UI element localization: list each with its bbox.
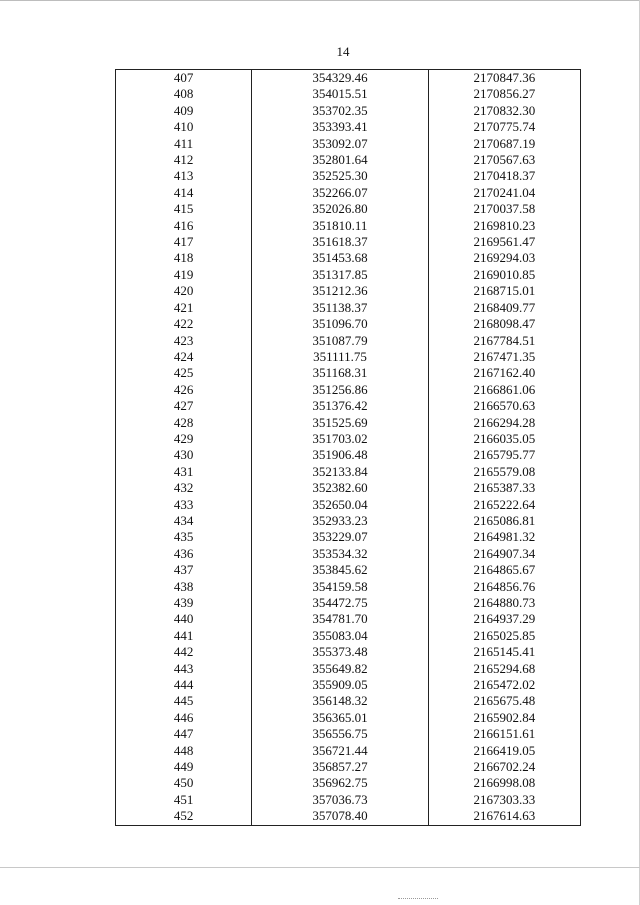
point-number-cell: 432 — [116, 480, 252, 496]
point-number-cell: 440 — [116, 611, 252, 627]
point-number-cell: 408 — [116, 86, 252, 102]
point-number-cell: 409 — [116, 103, 252, 119]
table-row — [116, 267, 581, 283]
x-coordinate-cell: 352026.80 — [252, 201, 428, 217]
y-coordinate-cell: 2167471.35 — [428, 349, 580, 365]
table-row — [116, 628, 581, 644]
x-coordinate-cell: 351096.70 — [252, 316, 428, 332]
table-row — [116, 398, 581, 414]
x-coordinate-cell: 351256.86 — [252, 382, 428, 398]
y-coordinate-cell: 2165795.77 — [428, 447, 580, 463]
coordinates-table — [115, 69, 581, 826]
table-row — [116, 759, 581, 775]
table-row — [116, 497, 581, 513]
table-row — [116, 595, 581, 611]
x-coordinate-cell: 351810.11 — [252, 218, 428, 234]
x-coordinate-cell: 351376.42 — [252, 398, 428, 414]
x-coordinate-cell: 357036.73 — [252, 792, 428, 808]
table-row — [116, 579, 581, 595]
point-number-cell: 413 — [116, 168, 252, 184]
table-row — [116, 218, 581, 234]
point-number-cell: 438 — [116, 579, 252, 595]
bottom-rule — [0, 867, 640, 868]
table-row — [116, 201, 581, 217]
x-coordinate-cell: 354329.46 — [252, 70, 428, 87]
scan-artifact — [398, 898, 438, 900]
x-coordinate-cell: 356365.01 — [252, 710, 428, 726]
table-row — [116, 792, 581, 808]
point-number-cell: 412 — [116, 152, 252, 168]
point-number-cell: 423 — [116, 333, 252, 349]
x-coordinate-cell: 351111.75 — [252, 349, 428, 365]
point-number-cell: 441 — [116, 628, 252, 644]
x-coordinate-cell: 355373.48 — [252, 644, 428, 660]
y-coordinate-cell: 2167162.40 — [428, 365, 580, 381]
point-number-cell: 410 — [116, 119, 252, 135]
table-row — [116, 415, 581, 431]
x-coordinate-cell: 355083.04 — [252, 628, 428, 644]
point-number-cell: 442 — [116, 644, 252, 660]
x-coordinate-cell: 351525.69 — [252, 415, 428, 431]
y-coordinate-cell: 2166861.06 — [428, 382, 580, 398]
y-coordinate-cell: 2170847.36 — [428, 70, 580, 87]
y-coordinate-cell: 2170241.04 — [428, 185, 580, 201]
y-coordinate-cell: 2168715.01 — [428, 283, 580, 299]
point-number-cell: 443 — [116, 661, 252, 677]
y-coordinate-cell: 2168409.77 — [428, 300, 580, 316]
table-row — [116, 644, 581, 660]
x-coordinate-cell: 356962.75 — [252, 775, 428, 791]
y-coordinate-cell: 2170856.27 — [428, 86, 580, 102]
y-coordinate-cell: 2165387.33 — [428, 480, 580, 496]
point-number-cell: 431 — [116, 464, 252, 480]
y-coordinate-cell: 2167614.63 — [428, 808, 580, 825]
point-number-cell: 426 — [116, 382, 252, 398]
table-row — [116, 447, 581, 463]
point-number-cell: 439 — [116, 595, 252, 611]
point-number-cell: 419 — [116, 267, 252, 283]
y-coordinate-cell: 2169810.23 — [428, 218, 580, 234]
table-row — [116, 480, 581, 496]
table-row — [116, 185, 581, 201]
y-coordinate-cell: 2167303.33 — [428, 792, 580, 808]
point-number-cell: 424 — [116, 349, 252, 365]
point-number-cell: 450 — [116, 775, 252, 791]
x-coordinate-cell: 352525.30 — [252, 168, 428, 184]
y-coordinate-cell: 2169294.03 — [428, 250, 580, 266]
point-number-cell: 427 — [116, 398, 252, 414]
table-row — [116, 693, 581, 709]
y-coordinate-cell: 2165086.81 — [428, 513, 580, 529]
y-coordinate-cell: 2165472.02 — [428, 677, 580, 693]
y-coordinate-cell: 2170687.19 — [428, 136, 580, 152]
point-number-cell: 428 — [116, 415, 252, 431]
point-number-cell: 414 — [116, 185, 252, 201]
page-edge-top — [0, 0, 640, 1]
table-row — [116, 710, 581, 726]
table-row — [116, 677, 581, 693]
table-row — [116, 808, 581, 825]
x-coordinate-cell: 354781.70 — [252, 611, 428, 627]
table-row — [116, 546, 581, 562]
table-row — [116, 611, 581, 627]
point-number-cell: 418 — [116, 250, 252, 266]
y-coordinate-cell: 2170418.37 — [428, 168, 580, 184]
y-coordinate-cell: 2164880.73 — [428, 595, 580, 611]
point-number-cell: 430 — [116, 447, 252, 463]
point-number-cell: 425 — [116, 365, 252, 381]
y-coordinate-cell: 2165294.68 — [428, 661, 580, 677]
y-coordinate-cell: 2164907.34 — [428, 546, 580, 562]
table-row — [116, 70, 581, 87]
y-coordinate-cell: 2167784.51 — [428, 333, 580, 349]
x-coordinate-cell: 356556.75 — [252, 726, 428, 742]
y-coordinate-cell: 2165902.84 — [428, 710, 580, 726]
table-row — [116, 234, 581, 250]
y-coordinate-cell: 2166294.28 — [428, 415, 580, 431]
x-coordinate-cell: 356721.44 — [252, 743, 428, 759]
y-coordinate-cell: 2166419.05 — [428, 743, 580, 759]
y-coordinate-cell: 2170567.63 — [428, 152, 580, 168]
point-number-cell: 411 — [116, 136, 252, 152]
point-number-cell: 436 — [116, 546, 252, 562]
x-coordinate-cell: 351618.37 — [252, 234, 428, 250]
table-row — [116, 119, 581, 135]
y-coordinate-cell: 2166702.24 — [428, 759, 580, 775]
table-row — [116, 300, 581, 316]
point-number-cell: 448 — [116, 743, 252, 759]
table-row — [116, 136, 581, 152]
point-number-cell: 422 — [116, 316, 252, 332]
x-coordinate-cell: 356857.27 — [252, 759, 428, 775]
point-number-cell: 447 — [116, 726, 252, 742]
page-number: 14 — [336, 44, 350, 59]
point-number-cell: 451 — [116, 792, 252, 808]
table-row — [116, 661, 581, 677]
x-coordinate-cell: 352650.04 — [252, 497, 428, 513]
point-number-cell: 435 — [116, 529, 252, 545]
y-coordinate-cell: 2164981.32 — [428, 529, 580, 545]
y-coordinate-cell: 2169561.47 — [428, 234, 580, 250]
y-coordinate-cell: 2165222.64 — [428, 497, 580, 513]
table-row — [116, 103, 581, 119]
x-coordinate-cell: 351453.68 — [252, 250, 428, 266]
x-coordinate-cell: 352133.84 — [252, 464, 428, 480]
table-row — [116, 464, 581, 480]
point-number-cell: 407 — [116, 70, 252, 87]
table-row — [116, 86, 581, 102]
x-coordinate-cell: 351703.02 — [252, 431, 428, 447]
table-row — [116, 250, 581, 266]
table-row — [116, 562, 581, 578]
x-coordinate-cell: 355909.05 — [252, 677, 428, 693]
x-coordinate-cell: 353229.07 — [252, 529, 428, 545]
y-coordinate-cell: 2164856.76 — [428, 579, 580, 595]
y-coordinate-cell: 2165579.08 — [428, 464, 580, 480]
x-coordinate-cell: 351906.48 — [252, 447, 428, 463]
table-row — [116, 283, 581, 299]
point-number-cell: 429 — [116, 431, 252, 447]
y-coordinate-cell: 2166151.61 — [428, 726, 580, 742]
point-number-cell: 415 — [116, 201, 252, 217]
x-coordinate-cell: 353845.62 — [252, 562, 428, 578]
table-row — [116, 382, 581, 398]
point-number-cell: 446 — [116, 710, 252, 726]
x-coordinate-cell: 352801.64 — [252, 152, 428, 168]
point-number-cell: 421 — [116, 300, 252, 316]
x-coordinate-cell: 353092.07 — [252, 136, 428, 152]
y-coordinate-cell: 2166570.63 — [428, 398, 580, 414]
y-coordinate-cell: 2165025.85 — [428, 628, 580, 644]
table-row — [116, 152, 581, 168]
x-coordinate-cell: 351087.79 — [252, 333, 428, 349]
point-number-cell: 449 — [116, 759, 252, 775]
point-number-cell: 444 — [116, 677, 252, 693]
table-row — [116, 365, 581, 381]
x-coordinate-cell: 351317.85 — [252, 267, 428, 283]
y-coordinate-cell: 2165145.41 — [428, 644, 580, 660]
table-row — [116, 513, 581, 529]
table-row — [116, 775, 581, 791]
table-row — [116, 743, 581, 759]
table-row — [116, 316, 581, 332]
x-coordinate-cell: 353702.35 — [252, 103, 428, 119]
x-coordinate-cell: 355649.82 — [252, 661, 428, 677]
x-coordinate-cell: 354159.58 — [252, 579, 428, 595]
y-coordinate-cell: 2164937.29 — [428, 611, 580, 627]
x-coordinate-cell: 352266.07 — [252, 185, 428, 201]
x-coordinate-cell: 353393.41 — [252, 119, 428, 135]
x-coordinate-cell: 354472.75 — [252, 595, 428, 611]
table-row — [116, 333, 581, 349]
x-coordinate-cell: 351168.31 — [252, 365, 428, 381]
point-number-cell: 434 — [116, 513, 252, 529]
y-coordinate-cell: 2166998.08 — [428, 775, 580, 791]
point-number-cell: 452 — [116, 808, 252, 825]
y-coordinate-cell: 2169010.85 — [428, 267, 580, 283]
x-coordinate-cell: 353534.32 — [252, 546, 428, 562]
y-coordinate-cell: 2168098.47 — [428, 316, 580, 332]
y-coordinate-cell: 2165675.48 — [428, 693, 580, 709]
table-row — [116, 431, 581, 447]
coordinates-table-body — [116, 70, 581, 826]
point-number-cell: 437 — [116, 562, 252, 578]
x-coordinate-cell: 351212.36 — [252, 283, 428, 299]
point-number-cell: 445 — [116, 693, 252, 709]
x-coordinate-cell: 352933.23 — [252, 513, 428, 529]
table-row — [116, 168, 581, 184]
y-coordinate-cell: 2166035.05 — [428, 431, 580, 447]
point-number-cell: 420 — [116, 283, 252, 299]
point-number-cell: 433 — [116, 497, 252, 513]
x-coordinate-cell: 351138.37 — [252, 300, 428, 316]
x-coordinate-cell: 354015.51 — [252, 86, 428, 102]
table-row — [116, 349, 581, 365]
table-row — [116, 726, 581, 742]
y-coordinate-cell: 2170775.74 — [428, 119, 580, 135]
point-number-cell: 417 — [116, 234, 252, 250]
point-number-cell: 416 — [116, 218, 252, 234]
y-coordinate-cell: 2164865.67 — [428, 562, 580, 578]
table-row — [116, 529, 581, 545]
y-coordinate-cell: 2170832.30 — [428, 103, 580, 119]
y-coordinate-cell: 2170037.58 — [428, 201, 580, 217]
x-coordinate-cell: 357078.40 — [252, 808, 428, 825]
x-coordinate-cell: 352382.60 — [252, 480, 428, 496]
x-coordinate-cell: 356148.32 — [252, 693, 428, 709]
